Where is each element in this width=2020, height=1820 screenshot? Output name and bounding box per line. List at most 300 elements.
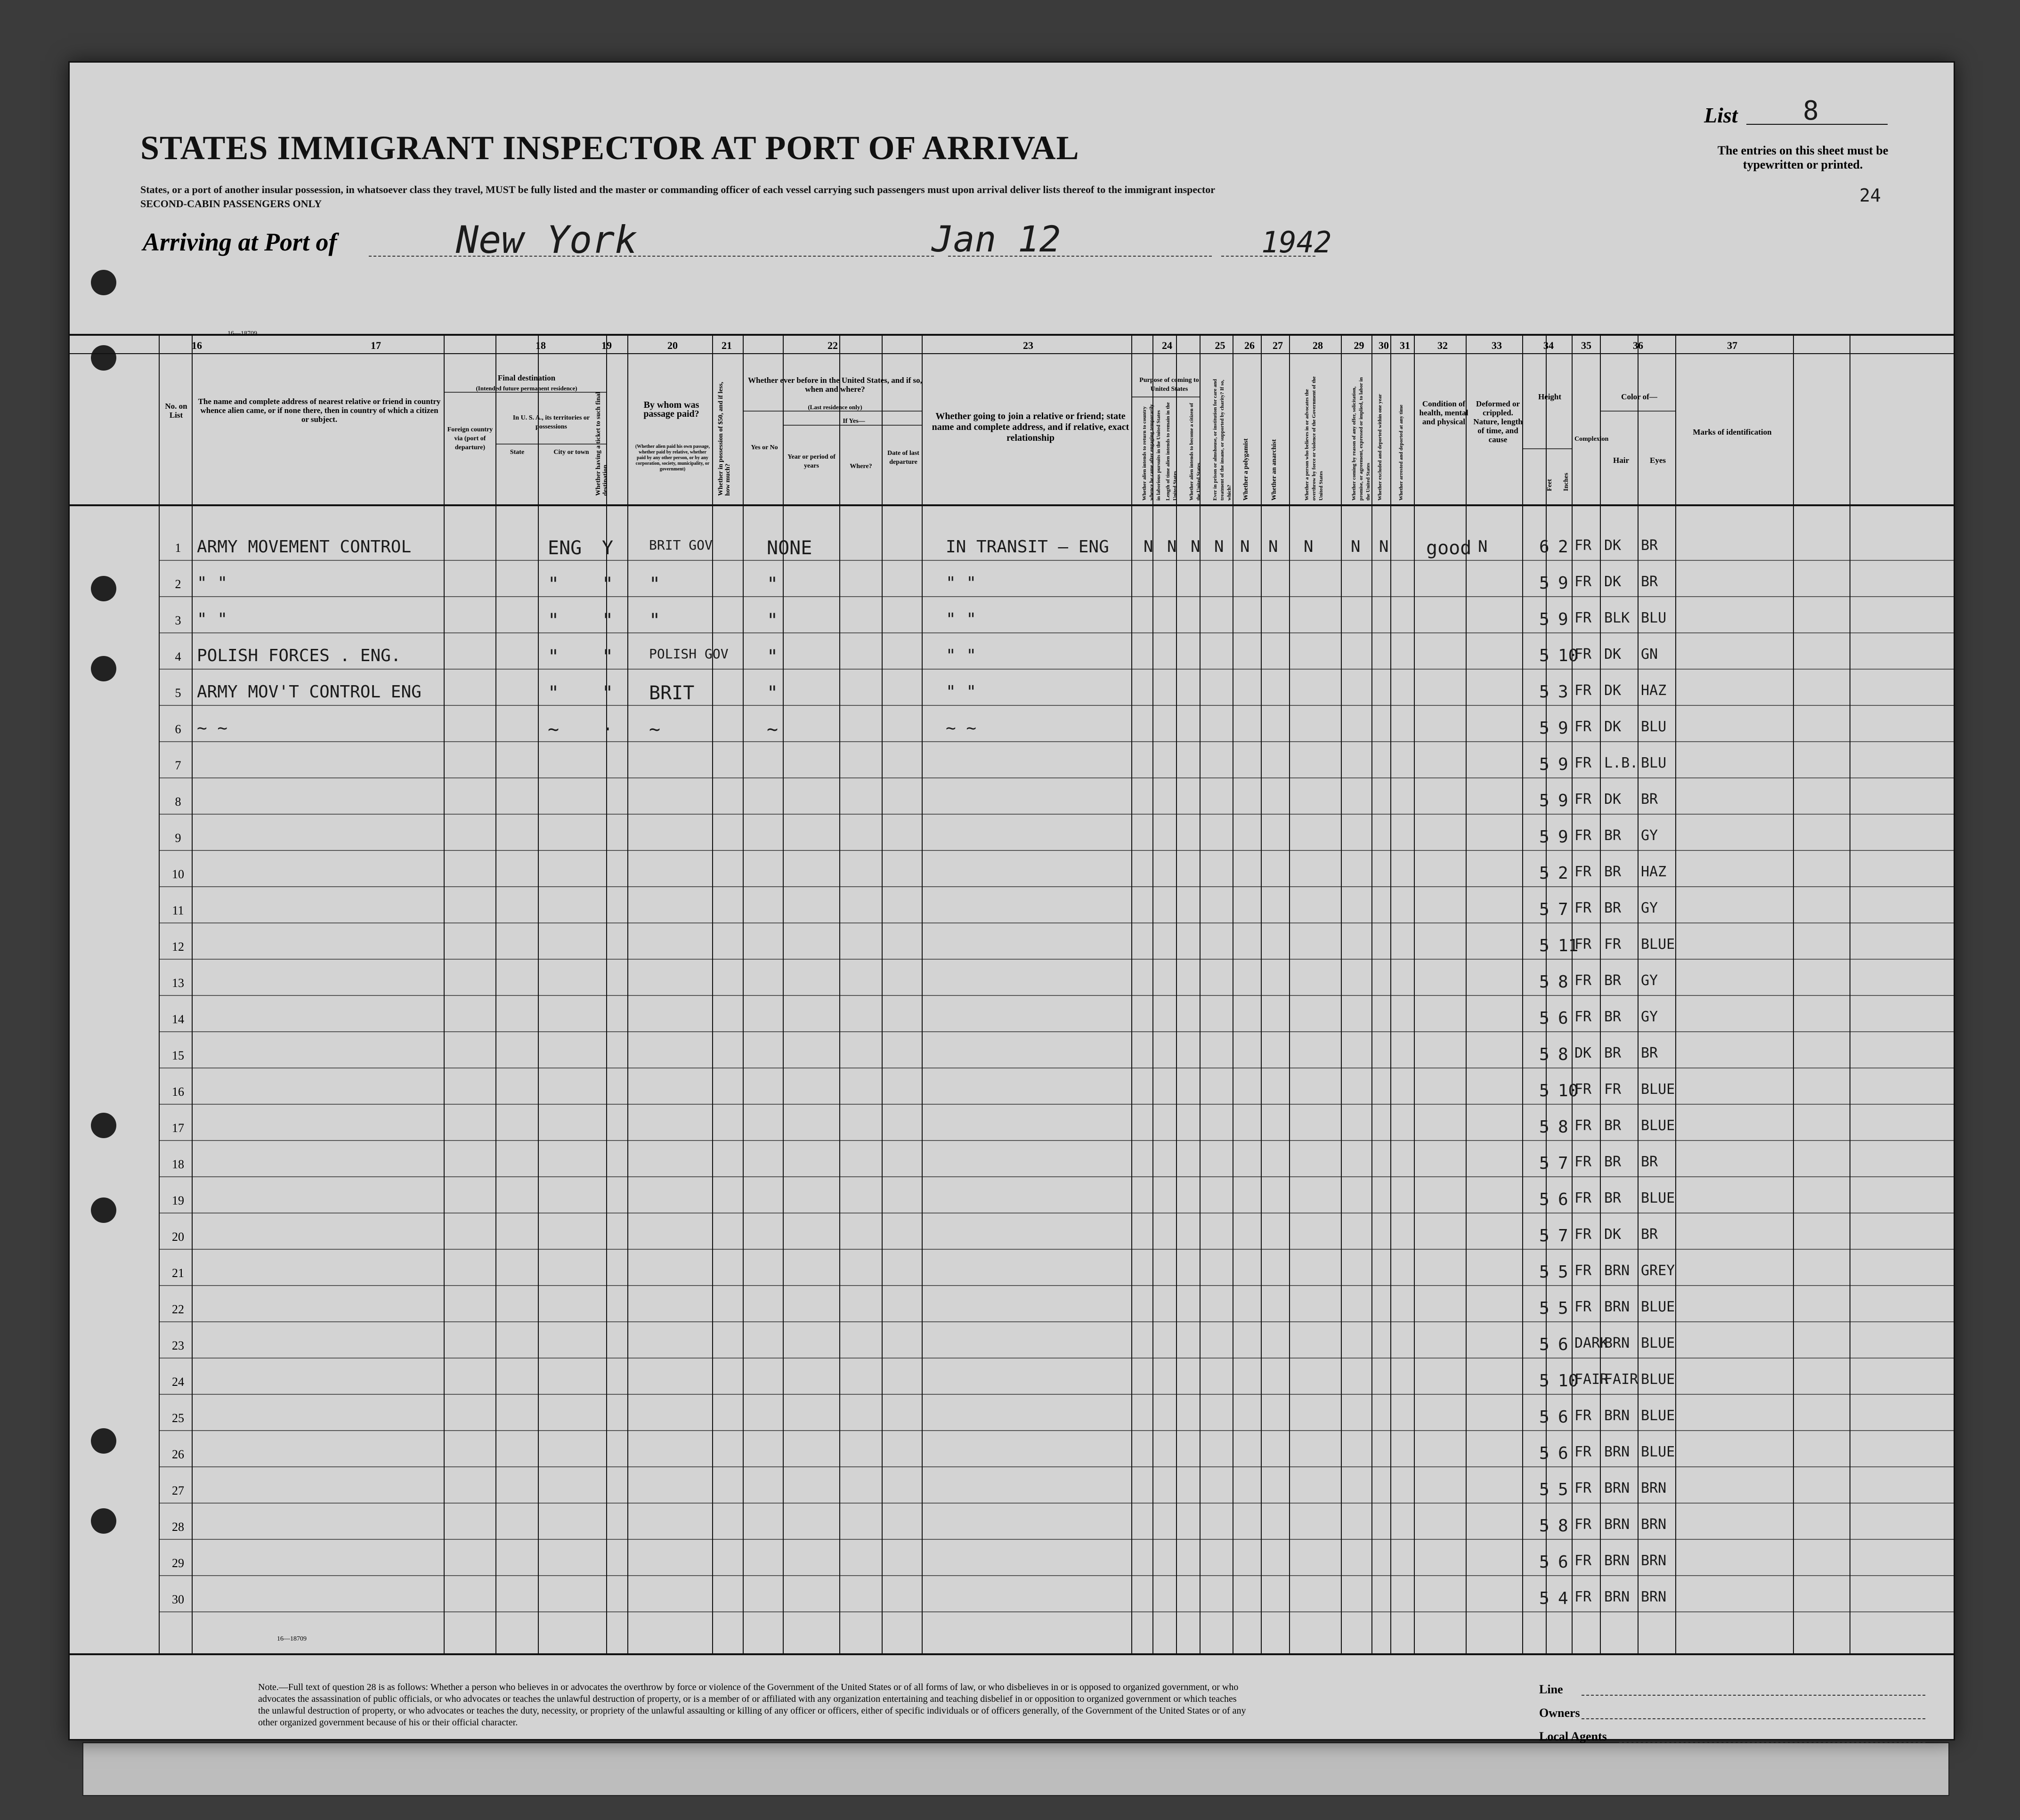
cell-relative: ARMY MOVEMENT CONTROL	[197, 537, 412, 557]
manifest-grid	[70, 63, 1954, 1739]
cell-complexion: FR	[1574, 1299, 1592, 1315]
cell-eyes: BRN	[1641, 1589, 1667, 1605]
cell-paid-by: BRIT	[649, 682, 695, 704]
row-number: 2	[175, 577, 181, 591]
row-number: 30	[172, 1593, 184, 1606]
cell-feet: 5	[1539, 972, 1549, 992]
cell-ticket: "	[602, 610, 614, 631]
col-num-27: 27	[1273, 340, 1283, 351]
cell-eyes: BLUE	[1641, 1081, 1675, 1098]
header-if-yes: If Yes—	[843, 418, 865, 425]
cell-inches: 9	[1558, 574, 1568, 593]
header-v24b: Length of time alien intends to remain in the United States	[1165, 402, 1178, 501]
row-number: 10	[172, 867, 184, 881]
header-color-of: Color of—	[1621, 392, 1657, 401]
cell-inches: 6	[1558, 1407, 1568, 1427]
owners-label: Owners	[1539, 1706, 1580, 1720]
cell-inches: 11	[1558, 936, 1579, 955]
cell-eyes: BRN	[1641, 1516, 1667, 1533]
cell-inches: 6	[1558, 1190, 1568, 1209]
cell-inches: 9	[1558, 755, 1568, 774]
row-number: 13	[172, 976, 184, 990]
row-number: 22	[172, 1302, 184, 1316]
cell-eyes: GY	[1641, 972, 1658, 989]
row-number: 15	[172, 1049, 184, 1062]
owners-field[interactable]	[1582, 1718, 1925, 1719]
cell-join: IN TRANSIT – ENG	[946, 537, 1109, 557]
header-v27: Whether an anarchist	[1271, 439, 1278, 501]
cell-complexion: FR	[1574, 610, 1592, 626]
cell-complexion: FR	[1574, 827, 1592, 844]
col-num-35: 35	[1581, 340, 1591, 351]
cell-hair: BRN	[1604, 1299, 1630, 1315]
cell-feet: 5	[1539, 1480, 1549, 1499]
cell-complexion: FR	[1574, 1480, 1592, 1496]
cell-hair: DK	[1604, 574, 1622, 590]
cell-complexion: FR	[1574, 900, 1592, 916]
cell-eyes: BR	[1641, 574, 1658, 590]
cell-complexion: FR	[1574, 972, 1592, 989]
col-num-29: 29	[1354, 340, 1364, 351]
cell-feet: 5	[1539, 1226, 1549, 1246]
cell-feet: 5	[1539, 646, 1549, 665]
cell-eyes: GREY	[1641, 1262, 1675, 1279]
col-num-21: 21	[722, 340, 732, 351]
header-passage-paid-sub: (Whether alien paid his own passage, whether paid by relative, whether paid by any other person, or by any corporation, society, municipality, or government)	[635, 444, 710, 472]
form-number-top: 16—18709	[227, 330, 257, 337]
cell-eyes: BLUE	[1641, 1335, 1675, 1351]
cell-ticket: "	[602, 682, 614, 704]
cell-complexion: FR	[1574, 1262, 1592, 1279]
cell-complexion: FR	[1574, 1081, 1592, 1098]
cell-feet: 5	[1539, 936, 1549, 955]
cell-eyes: BLUE	[1641, 1190, 1675, 1206]
col-num-28: 28	[1313, 340, 1323, 351]
cell-q24: N	[1144, 537, 1153, 556]
cell-state: "	[548, 574, 560, 595]
cell-complexion: FR	[1574, 1553, 1592, 1569]
cell-feet: 5	[1539, 1589, 1549, 1608]
row-number: 28	[172, 1520, 184, 1534]
cell-inches: 7	[1558, 1154, 1568, 1173]
cell-eyes: BLU	[1641, 719, 1667, 735]
cell-eyes: BLUE	[1641, 1444, 1675, 1460]
row-number: 8	[175, 795, 181, 809]
cell-inches: 8	[1558, 972, 1568, 992]
cell-complexion: FR	[1574, 755, 1592, 771]
cell-complexion: FR	[1574, 1117, 1592, 1134]
cell-paid-by: BRIT GOV	[649, 537, 713, 553]
col-num-25: 25	[1215, 340, 1225, 351]
cell-ever: "	[767, 682, 779, 704]
cell-state: "	[548, 682, 560, 704]
cell-feet: 5	[1539, 1371, 1549, 1391]
cell-q30: N	[1379, 537, 1389, 556]
underlying-pages	[82, 1742, 1949, 1796]
col-num-24: 24	[1162, 340, 1172, 351]
cell-eyes: HAZ	[1641, 864, 1667, 880]
cell-ever: "	[767, 646, 779, 668]
header-height: Height	[1538, 392, 1562, 401]
cell-relative: " "	[197, 574, 228, 593]
cell-complexion: FR	[1574, 1154, 1592, 1170]
cell-hair: BR	[1604, 864, 1622, 880]
cell-ever: NONE	[767, 537, 812, 559]
col-num-22: 22	[827, 340, 838, 351]
cell-relative: ARMY MOV'T CONTROL ENG	[197, 682, 422, 702]
cell-eyes: BLU	[1641, 755, 1667, 771]
cell-feet: 5	[1539, 1335, 1549, 1354]
cell-hair: BLK	[1604, 610, 1630, 626]
header-foreign-country: Foreign country via (port of departure)	[447, 426, 493, 451]
cell-complexion: FR	[1574, 1589, 1592, 1605]
cell-hair: BRN	[1604, 1407, 1630, 1424]
cell-hair: BRN	[1604, 1516, 1630, 1533]
cell-hair: DK	[1604, 646, 1622, 663]
cell-eyes: GY	[1641, 1009, 1658, 1025]
cell-feet: 5	[1539, 827, 1549, 847]
header-marks: Marks of identification	[1693, 428, 1772, 437]
cell-relative: " "	[197, 610, 228, 629]
cell-feet: 5	[1539, 1117, 1549, 1137]
cell-feet: 5	[1539, 719, 1549, 738]
cell-inches: 8	[1558, 1516, 1568, 1536]
line-label: Line	[1539, 1682, 1563, 1696]
cell-hair: DK	[1604, 719, 1622, 735]
cell-inches: 5	[1558, 1299, 1568, 1318]
cell-hair: BR	[1604, 1117, 1622, 1134]
row-number: 20	[172, 1230, 184, 1244]
cell-health: good	[1426, 537, 1472, 559]
header-purpose: Purpose of coming to United States	[1139, 377, 1199, 393]
cell-inches: 3	[1558, 682, 1568, 702]
cell-eyes: BR	[1641, 1045, 1658, 1061]
row-number: 18	[172, 1157, 184, 1171]
row-number: 23	[172, 1339, 184, 1352]
cell-complexion: FR	[1574, 537, 1592, 554]
row-number: 6	[175, 722, 181, 736]
page-number: 24	[1859, 185, 1881, 206]
row-number: 29	[172, 1556, 184, 1570]
col-num-33: 33	[1492, 340, 1502, 351]
header-v24a: Whether alien intends to return to country whence he came after engaging temporarily in laborious pursuits in the United States	[1142, 404, 1161, 501]
cell-eyes: BLUE	[1641, 936, 1675, 953]
local-agents-label: Local Agents	[1539, 1730, 1607, 1743]
cell-paid-by: "	[649, 574, 661, 595]
row-number: 9	[175, 831, 181, 845]
cell-eyes: BR	[1641, 1226, 1658, 1243]
cell-ticket: "	[602, 646, 614, 668]
typewritten-note: The entries on this sheet must be typewritten or printed.	[1717, 144, 1889, 171]
col-num-30: 30	[1379, 340, 1389, 351]
row-number: 21	[172, 1266, 184, 1280]
cell-feet: 5	[1539, 1553, 1549, 1572]
row-number: 5	[175, 686, 181, 700]
cell-feet: 5	[1539, 1081, 1549, 1100]
form-title: STATES IMMIGRANT INSPECTOR AT PORT OF ARRIVAL	[140, 129, 1079, 167]
cell-inches: 6	[1558, 1444, 1568, 1463]
cell-eyes: BLUE	[1641, 1117, 1675, 1134]
cell-q29: N	[1351, 537, 1361, 556]
cell-ticket: ·	[602, 719, 614, 740]
cell-feet: 5	[1539, 755, 1549, 774]
cell-hair: BRN	[1604, 1553, 1630, 1569]
cell-inches: 2	[1558, 537, 1568, 557]
cell-feet: 5	[1539, 1009, 1549, 1028]
header-last-residence: (Last residence only)	[808, 404, 862, 411]
row-number: 3	[175, 614, 181, 627]
cell-inches: 9	[1558, 610, 1568, 629]
cell-complexion: FR	[1574, 574, 1592, 590]
col-num-32: 32	[1437, 340, 1448, 351]
row-number: 4	[175, 650, 181, 663]
cell-paid-by: ~	[649, 719, 661, 740]
header-where: Where?	[850, 463, 872, 470]
cell-eyes: GN	[1641, 646, 1658, 663]
header-complexion: Complexion	[1574, 436, 1609, 443]
cell-hair: BR	[1604, 900, 1622, 916]
cell-feet: 5	[1539, 1262, 1549, 1282]
header-v30: Whether excluded and deported within one year	[1377, 394, 1383, 501]
cell-join: " "	[946, 682, 977, 702]
cell-eyes: HAZ	[1641, 682, 1667, 699]
cell-hair: BRN	[1604, 1262, 1630, 1279]
cell-inches: 4	[1558, 1589, 1568, 1608]
cell-ever: "	[767, 574, 779, 595]
cell-hair: BR	[1604, 972, 1622, 989]
cell-hair: BRN	[1604, 1589, 1630, 1605]
row-number: 16	[172, 1085, 184, 1099]
header-date-departure: Date of last departure	[887, 450, 919, 466]
cell-feet: 6	[1539, 537, 1549, 557]
cell-eyes: BR	[1641, 537, 1658, 554]
header-fifty-dollars: Whether in possession of $50, and if less, how much?	[717, 381, 731, 496]
header-ticket: Whether having a ticket to such final destination	[595, 392, 609, 496]
cell-join: " "	[946, 610, 977, 629]
cell-hair: BR	[1604, 827, 1622, 844]
port-value: New York	[456, 218, 638, 262]
cell-complexion: DK	[1574, 1045, 1592, 1061]
cell-relative: ~ ~	[197, 719, 228, 738]
cell-inches: 10	[1558, 1081, 1579, 1100]
cell-hair: BRN	[1604, 1444, 1630, 1460]
cell-eyes: BR	[1641, 1154, 1658, 1170]
header-no-on-list: No. on List	[165, 402, 187, 420]
col-num-36: 36	[1633, 340, 1643, 351]
header-health: Condition of health, mental and physical	[1419, 399, 1468, 426]
cell-ticket: Y	[602, 537, 614, 559]
cell-feet: 5	[1539, 864, 1549, 883]
header-v29: Whether coming by reason of any offer, solicitation, promise, or agreement, expressed or implied, to labor in the United States	[1351, 377, 1371, 501]
col-num-18: 18	[535, 340, 546, 351]
cell-eyes: BLU	[1641, 610, 1667, 626]
header-inches: Inches	[1563, 473, 1570, 491]
cell-hair: BRN	[1604, 1480, 1630, 1496]
year-value: 1942	[1261, 225, 1332, 259]
col-num-20: 20	[667, 340, 678, 351]
cell-feet: 5	[1539, 682, 1549, 702]
header-hair: Hair	[1613, 456, 1629, 465]
cell-complexion: FR	[1574, 1226, 1592, 1243]
cell-inches: 2	[1558, 864, 1568, 883]
cell-eyes: GY	[1641, 827, 1658, 844]
cell-state: ~	[548, 719, 560, 740]
cell-hair: DK	[1604, 537, 1622, 554]
cell-complexion: DARK	[1574, 1335, 1609, 1351]
form-instructions	[140, 183, 1600, 211]
cell-complexion: FR	[1574, 719, 1592, 735]
cell-complexion: FR	[1574, 864, 1592, 880]
cell-state: "	[548, 646, 560, 668]
cell-inches: 6	[1558, 1335, 1568, 1354]
row-number: 1	[175, 541, 181, 555]
cell-complexion: FR	[1574, 936, 1592, 953]
cell-q26: N	[1240, 537, 1250, 556]
header-ever-before: Whether ever before in the United States, and if so, when and where?	[748, 376, 922, 394]
header-v24c: Whether alien intends to become a citizen of the United States	[1189, 403, 1201, 501]
line-field[interactable]	[1582, 1695, 1925, 1696]
local-agents-field[interactable]	[1619, 1742, 1925, 1743]
header-year-period: Year or period of years	[787, 453, 836, 469]
cell-eyes: GY	[1641, 900, 1658, 916]
cell-complexion: FR	[1574, 682, 1592, 699]
form-number-bottom: 16—18709	[277, 1635, 307, 1642]
cell-inches: 5	[1558, 1262, 1568, 1282]
date-value: Jan 12	[932, 218, 1061, 260]
list-label: List	[1704, 103, 1738, 127]
cell-paid-by: POLISH GOV	[649, 646, 729, 662]
cell-complexion: FAIR	[1574, 1371, 1609, 1388]
col-num-26: 26	[1244, 340, 1255, 351]
header-deformed: Deformed or crippled. Nature, length of time, and cause	[1473, 399, 1523, 444]
cell-inches: 9	[1558, 791, 1568, 810]
cell-q27: N	[1268, 537, 1278, 556]
cell-hair: BR	[1604, 1045, 1622, 1061]
col-num-17: 17	[371, 340, 381, 351]
header-v26: Whether a polygamist	[1242, 438, 1249, 501]
cell-hair: DK	[1604, 791, 1622, 808]
cell-join: " "	[946, 646, 977, 665]
list-number: 8	[1803, 96, 1819, 126]
row-number: 7	[175, 759, 181, 772]
cell-hair: DK	[1604, 682, 1622, 699]
cell-complexion: FR	[1574, 1444, 1592, 1460]
cell-complexion: FR	[1574, 791, 1592, 808]
row-number: 24	[172, 1375, 184, 1389]
cell-inches: 5	[1558, 1480, 1568, 1499]
header-passage-paid: By whom was passage paid?	[643, 400, 699, 419]
cell-feet: 5	[1539, 1154, 1549, 1173]
cell-hair: FAIR	[1604, 1371, 1639, 1388]
header-v31: Whether arrested and deported at any time	[1398, 404, 1404, 501]
header-feet: Feet	[1546, 479, 1553, 491]
cell-hair: BR	[1604, 1154, 1622, 1170]
cell-eyes: BRN	[1641, 1553, 1667, 1569]
row-number: 17	[172, 1121, 184, 1135]
row-number: 26	[172, 1448, 184, 1461]
cell-eyes: BRN	[1641, 1480, 1667, 1496]
header-v28: Whether a person who believes in or advocates the overthrow by force or violence of the Government of the United States	[1304, 376, 1324, 501]
cell-complexion: FR	[1574, 646, 1592, 663]
cell-q24c: N	[1191, 537, 1201, 556]
cell-inches: 10	[1558, 1371, 1579, 1391]
header-state: State	[510, 449, 525, 456]
header-v25: Ever in prison or almshouse, or institution for care and treatment of the insane, or supported by charity? If so, which?	[1212, 379, 1232, 501]
cell-inches: 9	[1558, 719, 1568, 738]
cell-complexion: FR	[1574, 1516, 1592, 1533]
cell-feet: 5	[1539, 1407, 1549, 1427]
row-number: 27	[172, 1484, 184, 1497]
cell-join: " "	[946, 574, 977, 593]
cell-complexion: FR	[1574, 1407, 1592, 1424]
cell-ever: "	[767, 610, 779, 631]
header-yes-or-no: Yes or No	[751, 444, 778, 451]
cell-eyes: BLUE	[1641, 1299, 1675, 1315]
row-number: 25	[172, 1411, 184, 1425]
cell-inches: 9	[1558, 827, 1568, 847]
cell-inches: 6	[1558, 1009, 1568, 1028]
cell-inches: 8	[1558, 1045, 1568, 1064]
cell-hair: FR	[1604, 1081, 1622, 1098]
cell-eyes: BLUE	[1641, 1407, 1675, 1424]
cell-complexion: FR	[1574, 1009, 1592, 1025]
header-final-destination: Final destination	[497, 373, 556, 382]
cell-feet: 5	[1539, 791, 1549, 810]
port-underline	[369, 256, 934, 257]
cell-feet: 5	[1539, 1299, 1549, 1318]
cell-feet: 5	[1539, 610, 1549, 629]
cell-ever: ~	[767, 719, 779, 740]
manifest-sheet	[68, 61, 1955, 1743]
cell-eyes: BLUE	[1641, 1371, 1675, 1388]
cell-q24b: N	[1167, 537, 1177, 556]
col-num-34: 34	[1543, 340, 1554, 351]
cell-hair: BRN	[1604, 1335, 1630, 1351]
cell-feet: 5	[1539, 1190, 1549, 1209]
cell-inches: 7	[1558, 1226, 1568, 1246]
cabin-class-text: SECOND-CABIN PASSENGERS ONLY	[140, 198, 322, 210]
col-num-16: 16	[192, 340, 202, 351]
cell-hair: BR	[1604, 1190, 1622, 1206]
cell-paid-by: "	[649, 610, 661, 631]
col-num-23: 23	[1023, 340, 1033, 351]
cell-inches: 6	[1558, 1553, 1568, 1572]
row-number: 12	[172, 940, 184, 954]
col-num-19: 19	[601, 340, 612, 351]
cell-join: ~ ~	[946, 719, 977, 738]
cell-q28: N	[1304, 537, 1314, 556]
cell-q25: N	[1214, 537, 1224, 556]
cell-feet: 5	[1539, 1045, 1549, 1064]
cell-deformed: N	[1478, 537, 1488, 556]
cell-inches: 7	[1558, 900, 1568, 919]
cell-inches: 10	[1558, 646, 1579, 665]
row-number: 14	[172, 1012, 184, 1026]
cell-hair: FR	[1604, 936, 1622, 953]
question-28-note: Note.—Full text of question 28 is as follows: Whether a person who believes in or advocates the overthrow by force or violence of the Government of the United States or of all forms of law, or who disbelieves in or is opposed to organized government, or who advocates the assassination of public officials, or who advocates or teaches the unlawful destruction of property, or is a member of or affiliated with any organization entertaining and teaching disbelief in or opposition to organized government or which teaches the unlawful destruction of property, or who advocates or teaches the duty, necessity, or propriety of the unlawful assaulting or killing of any officer or officers, either of specific individuals or of officers generally, of the Government of the United States or of any other organized government because of his or their official character.	[258, 1682, 1246, 1728]
cell-hair: BR	[1604, 1009, 1622, 1025]
col-num-37: 37	[1727, 340, 1737, 351]
cell-feet: 5	[1539, 1516, 1549, 1536]
col-num-31: 31	[1400, 340, 1410, 351]
header-in-usa: In U. S. A., its territories or possessions	[512, 414, 590, 430]
header-city: City or town	[553, 449, 589, 456]
cell-complexion: FR	[1574, 1190, 1592, 1206]
cell-state: "	[548, 610, 560, 631]
cell-hair: L.B.	[1604, 755, 1639, 771]
cell-ticket: "	[602, 574, 614, 595]
instruction-text: States, or a port of another insular possession, in whatsoever class they travel, MUST be fully listed and the master or commanding officer of each vessel carrying such passengers must upon arrival deliver lists thereof to the immigrant inspector	[140, 184, 1215, 195]
